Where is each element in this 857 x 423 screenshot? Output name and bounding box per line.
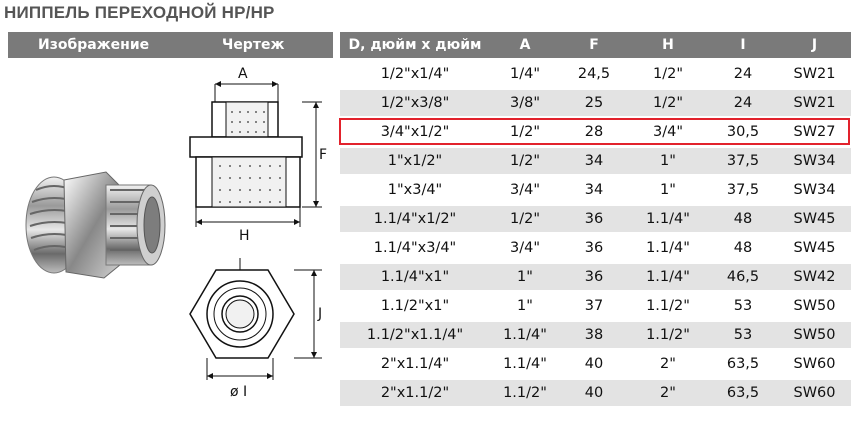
cell-i: 24 bbox=[733, 95, 753, 111]
page-title: НИППЕЛЬ ПЕРЕХОДНОЙ НР/НР bbox=[4, 3, 275, 22]
cell-d: 1/2"x3/8" bbox=[380, 95, 450, 111]
cell-j: SW34 bbox=[793, 182, 836, 198]
cell-f: 38 bbox=[584, 327, 604, 343]
cell-h: 1.1/4" bbox=[646, 269, 690, 285]
cell-h: 1.1/4" bbox=[646, 240, 690, 256]
table-row bbox=[340, 177, 851, 203]
header-drawing: Чертеж bbox=[222, 37, 285, 53]
cell-f: 34 bbox=[584, 153, 604, 169]
cell-h: 3/4" bbox=[652, 124, 683, 140]
cell-i: 63,5 bbox=[726, 385, 760, 401]
cell-a: 1.1/4" bbox=[503, 327, 547, 343]
cell-i: 37,5 bbox=[726, 153, 760, 169]
cell-d: 1.1/2"x1.1/4" bbox=[366, 327, 464, 343]
cell-d: 1.1/2"x1" bbox=[380, 298, 450, 314]
cell-d: 2"x1.1/4" bbox=[380, 356, 450, 372]
cell-f: 36 bbox=[584, 211, 604, 227]
table-row bbox=[340, 235, 851, 261]
cell-d: 2"x1.1/2" bbox=[380, 385, 450, 401]
dim-label-f: F bbox=[319, 147, 328, 163]
col-header-h: H bbox=[662, 37, 674, 53]
cell-d: 1.1/4"x1" bbox=[380, 269, 450, 285]
cell-a: 1.1/4" bbox=[503, 356, 547, 372]
cell-j: SW21 bbox=[793, 66, 836, 82]
cell-d: 1/2"x1/4" bbox=[380, 66, 450, 82]
cell-i: 37,5 bbox=[726, 182, 760, 198]
cell-i: 53 bbox=[733, 327, 753, 343]
dim-label-h: H bbox=[239, 228, 250, 242]
cell-i: 53 bbox=[733, 298, 753, 314]
cell-h: 1.1/4" bbox=[646, 211, 690, 227]
cell-i: 30,5 bbox=[726, 124, 760, 140]
table-row bbox=[340, 322, 851, 348]
cell-j: SW42 bbox=[793, 269, 836, 285]
dim-label-i: ø I bbox=[230, 384, 248, 400]
cell-h: 1.1/2" bbox=[646, 298, 690, 314]
cell-i: 63,5 bbox=[726, 356, 760, 372]
cell-j: SW60 bbox=[793, 356, 836, 372]
cell-f: 36 bbox=[584, 269, 604, 285]
cell-f: 40 bbox=[584, 356, 604, 372]
fitting-photo bbox=[14, 150, 174, 300]
cell-d: 1"x3/4" bbox=[387, 182, 443, 198]
cell-d: 1"x1/2" bbox=[387, 153, 443, 169]
cell-a: 1/4" bbox=[509, 66, 540, 82]
cell-f: 34 bbox=[584, 182, 604, 198]
cell-j: SW27 bbox=[793, 124, 836, 140]
cell-f: 37 bbox=[584, 298, 604, 314]
cell-j: SW45 bbox=[793, 211, 836, 227]
cell-i: 48 bbox=[733, 240, 753, 256]
cell-h: 1.1/2" bbox=[646, 327, 690, 343]
cell-i: 48 bbox=[733, 211, 753, 227]
left-header-bar bbox=[8, 32, 333, 58]
cell-h: 1/2" bbox=[652, 66, 683, 82]
cell-j: SW50 bbox=[793, 298, 836, 314]
table-row bbox=[340, 380, 851, 406]
table-header bbox=[340, 32, 851, 58]
cell-f: 36 bbox=[584, 240, 604, 256]
table-row bbox=[340, 351, 851, 377]
table-row bbox=[340, 206, 851, 232]
drawing-end-view bbox=[182, 256, 337, 406]
cell-h: 2" bbox=[660, 385, 676, 401]
cell-j: SW34 bbox=[793, 153, 836, 169]
dim-label-j: J bbox=[318, 306, 323, 322]
drawing-side-view bbox=[182, 62, 332, 242]
cell-a: 1.1/2" bbox=[503, 385, 547, 401]
cell-f: 28 bbox=[584, 124, 604, 140]
cell-h: 1" bbox=[660, 153, 676, 169]
cell-f: 40 bbox=[584, 385, 604, 401]
cell-a: 1/2" bbox=[509, 124, 540, 140]
cell-d: 1.1/4"x3/4" bbox=[373, 240, 457, 256]
table-row bbox=[340, 148, 851, 174]
cell-j: SW50 bbox=[793, 327, 836, 343]
table-row bbox=[340, 61, 851, 87]
cell-i: 46,5 bbox=[726, 269, 760, 285]
col-header-f: F bbox=[589, 37, 599, 53]
table-row bbox=[340, 293, 851, 319]
cell-j: SW45 bbox=[793, 240, 836, 256]
cell-j: SW60 bbox=[793, 385, 836, 401]
cell-f: 25 bbox=[584, 95, 604, 111]
cell-a: 3/8" bbox=[509, 95, 540, 111]
cell-i: 24 bbox=[733, 66, 753, 82]
cell-a: 1" bbox=[517, 269, 533, 285]
col-header-a: A bbox=[519, 37, 531, 53]
table-row bbox=[340, 90, 851, 116]
col-header-j: J bbox=[811, 37, 818, 53]
col-header-i: I bbox=[740, 37, 746, 53]
cell-a: 1/2" bbox=[509, 153, 540, 169]
cell-a: 1" bbox=[517, 298, 533, 314]
table-row bbox=[340, 264, 851, 290]
highlight-frame bbox=[339, 118, 850, 145]
cell-h: 1" bbox=[660, 182, 676, 198]
dim-label-a: A bbox=[238, 66, 248, 82]
cell-a: 1/2" bbox=[509, 211, 540, 227]
cell-h: 1/2" bbox=[652, 95, 683, 111]
cell-a: 3/4" bbox=[509, 182, 540, 198]
col-header-d: D, дюйм х дюйм bbox=[348, 37, 482, 53]
cell-d: 1.1/4"x1/2" bbox=[373, 211, 457, 227]
cell-d: 3/4"x1/2" bbox=[380, 124, 450, 140]
header-image: Изображение bbox=[38, 37, 150, 53]
cell-a: 3/4" bbox=[509, 240, 540, 256]
cell-f: 24,5 bbox=[577, 66, 611, 82]
cell-h: 2" bbox=[660, 356, 676, 372]
cell-j: SW21 bbox=[793, 95, 836, 111]
